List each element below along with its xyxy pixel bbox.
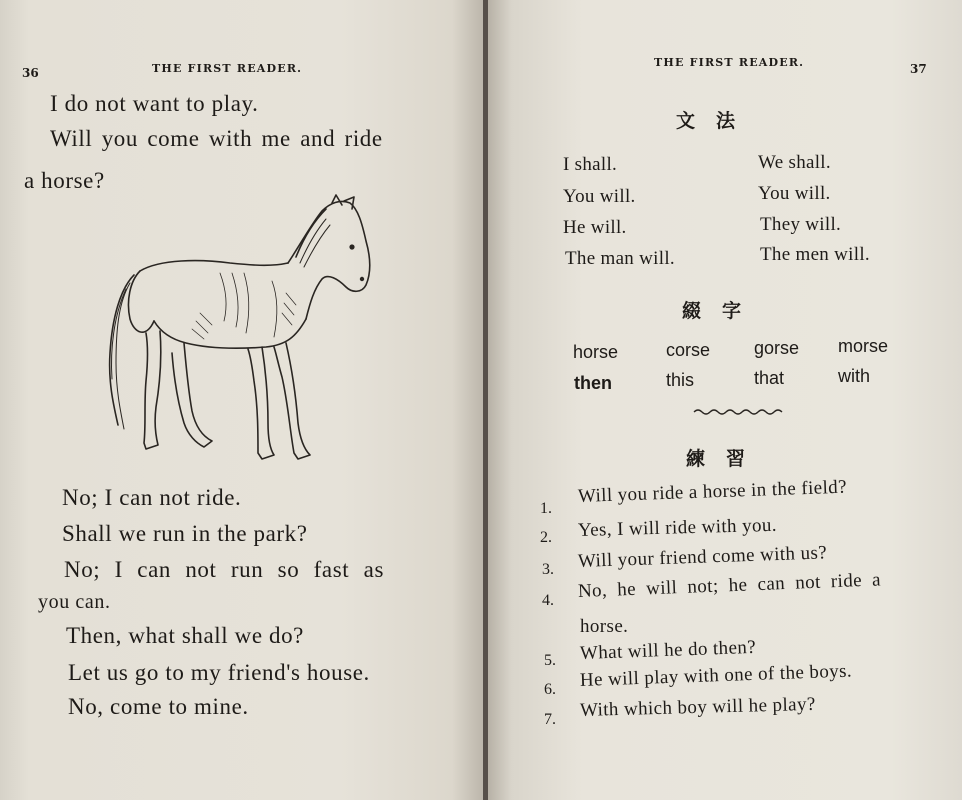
text-line: No, come to mine. [68, 694, 249, 719]
spelling-word: then [574, 373, 612, 393]
grammar-cell: You will. [758, 183, 831, 204]
grammar-cell: He will. [563, 217, 627, 238]
exercise-number: 3. [542, 561, 554, 578]
text-line: a horse? [24, 168, 105, 193]
spelling-word: corse [666, 340, 711, 360]
exercise-line: No, he will not; he can not ride a [577, 569, 882, 602]
right-page [488, 0, 962, 800]
spelling-word: horse [573, 342, 619, 362]
exercise-number: 4. [542, 592, 554, 609]
running-head: THE FIRST READER. [152, 62, 303, 75]
grammar-cell: They will. [760, 214, 842, 235]
text-line: Then, what shall we do? [66, 623, 304, 648]
exercise-number: 1. [540, 500, 552, 517]
exercise-number: 2. [540, 529, 552, 546]
exercise-line: He will play with one of the boys. [579, 660, 853, 691]
practice-heading: 練 習 [686, 448, 747, 470]
grammar-cell: I shall. [563, 154, 618, 175]
exercise-line: Yes, I will ride with you. [577, 514, 778, 541]
spelling-word: gorse [754, 338, 800, 358]
wavy-divider [692, 406, 788, 418]
running-head: THE FIRST READER. [654, 56, 805, 69]
exercise-line: horse. [580, 616, 629, 637]
text-line: I do not want to play. [50, 91, 259, 116]
spelling-word: with [838, 366, 871, 386]
spelling-word: this [666, 370, 695, 390]
text-line: No; I can not run so fast as [64, 557, 384, 582]
grammar-cell: The man will. [565, 248, 675, 269]
horse-illustration [100, 193, 375, 473]
spelling-word: morse [838, 336, 889, 356]
text-line: No; I can not ride. [62, 485, 242, 510]
text-line: Let us go to my friend's house. [68, 660, 370, 685]
exercise-line: Will your friend come with us? [577, 542, 828, 572]
exercise-number: 7. [544, 711, 556, 728]
text-line: Shall we run in the park? [62, 521, 308, 546]
grammar-cell: The men will. [760, 244, 870, 265]
exercise-number: 5. [544, 652, 556, 669]
exercise-line: What will he do then? [579, 636, 757, 664]
grammar-cell: You will. [563, 186, 636, 207]
exercise-line: Will you ride a horse in the field? [577, 476, 848, 507]
exercise-number: 6. [544, 681, 556, 698]
exercise-line: With which boy will he play? [579, 693, 816, 721]
text-line: Will you come with me and ride [50, 126, 383, 151]
spelling-heading: 綴 字 [682, 300, 743, 322]
grammar-cell: We shall. [758, 152, 831, 173]
page-number: 36 [22, 66, 39, 80]
page-number: 37 [910, 62, 927, 76]
grammar-heading: 文 法 [676, 110, 737, 132]
text-line: you can. [38, 591, 111, 613]
spelling-word: that [754, 368, 785, 388]
